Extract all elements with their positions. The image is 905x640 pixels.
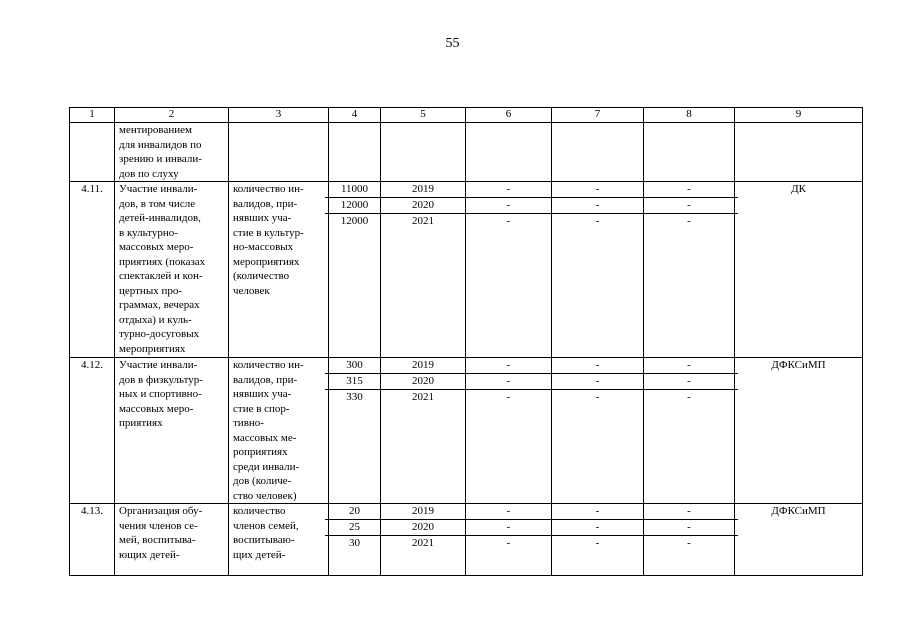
value-cell-c5 — [381, 182, 466, 358]
indicator-cell — [229, 358, 329, 504]
executor-cell — [735, 123, 863, 182]
table-row — [70, 123, 863, 182]
sub-value: - — [640, 358, 738, 374]
value-cell-c7 — [552, 504, 644, 576]
sub-value: - — [687, 215, 691, 227]
sub-value: 2021 — [412, 391, 434, 403]
sub-value: - — [462, 182, 555, 198]
indicator-cell-text: количество ин- валидов, при- нявших уча- стие в культур- но-массовых мероприятиях (количество человек — [233, 183, 304, 297]
sub-value: 2021 — [412, 537, 434, 549]
sub-value: - — [548, 520, 647, 536]
sub-value: 2019 — [377, 504, 469, 520]
header-cell: 8 — [644, 108, 735, 123]
header-cell: 9 — [735, 108, 863, 123]
table-row — [70, 182, 863, 358]
header-cell: 6 — [466, 108, 552, 123]
sub-value: - — [462, 520, 555, 536]
sub-value: 2020 — [377, 520, 469, 536]
value-cell-c6 — [466, 123, 552, 182]
value-cell-c5 — [381, 504, 466, 576]
value-cell-c5 — [381, 358, 466, 504]
sub-value: 11000 — [325, 182, 384, 198]
table-row — [70, 504, 863, 576]
item-number-cell-text: 4.13. — [81, 505, 103, 517]
measure-name-cell — [115, 504, 229, 576]
value-cell-c6 — [466, 358, 552, 504]
measure-name-cell-text: Участие инвали- дов, в том числе детей-инвалидов, в культурно- массовых меро- приятиях (показах спектаклей и кон- цертных про- граммах, вечерах отдыха) и куль- турно-досуговых мероприятиях — [119, 183, 206, 355]
header-cell: 7 — [552, 108, 644, 123]
indicator-cell — [229, 123, 329, 182]
sub-value: - — [506, 391, 511, 403]
sub-value: - — [462, 374, 555, 390]
sub-value: - — [595, 391, 600, 403]
measure-name-cell-text: Участие инвали- дов в физкультур- ных и спортивно- массовых меро- приятиях — [119, 359, 203, 429]
executor-cell — [735, 358, 863, 504]
sub-value: 2020 — [377, 198, 469, 214]
value-cell-c8 — [644, 358, 735, 504]
value-cell-c8 — [644, 182, 735, 358]
table-body — [70, 123, 863, 576]
executor-cell-text: ДФКСиМП — [771, 505, 826, 517]
sub-value: - — [640, 182, 738, 198]
value-cell-c4 — [329, 358, 381, 504]
value-cell-c8 — [644, 123, 735, 182]
measure-name-cell — [115, 123, 229, 182]
item-number-cell — [70, 123, 115, 182]
value-cell-c4 — [329, 123, 381, 182]
sub-value: - — [548, 198, 647, 214]
sub-value: 20 — [325, 504, 384, 520]
measure-name-cell — [115, 182, 229, 358]
header-cell: 1 — [70, 108, 115, 123]
header-cell: 3 — [229, 108, 329, 123]
sub-value: 2021 — [412, 215, 434, 227]
table-header-row — [70, 108, 863, 123]
table-row — [70, 358, 863, 504]
header-cell: 2 — [115, 108, 229, 123]
sub-value: - — [640, 198, 738, 214]
value-cell-c7 — [552, 182, 644, 358]
item-number-cell — [70, 182, 115, 358]
value-cell-c6 — [466, 504, 552, 576]
sub-value: 12000 — [340, 215, 369, 227]
measure-name-cell-text: Организация обу- чения членов се- мей, воспитыва- ющих детей- — [119, 505, 203, 561]
item-number-cell-text: 4.11. — [81, 183, 103, 195]
value-cell-c7 — [552, 123, 644, 182]
item-number-cell — [70, 358, 115, 504]
sub-value: - — [595, 215, 600, 227]
value-cell-c6 — [466, 182, 552, 358]
sub-value: 300 — [325, 358, 384, 374]
sub-value: - — [687, 391, 691, 403]
program-table — [69, 107, 863, 576]
measure-name-cell-text: ментированием для инвалидов по зрению и инвали- дов по слуху — [119, 124, 202, 180]
sub-value: - — [548, 182, 647, 198]
sub-value: - — [548, 504, 647, 520]
sub-value: - — [506, 537, 511, 549]
value-cell-c7 — [552, 358, 644, 504]
value-cell-c8 — [644, 504, 735, 576]
value-cell-c4 — [329, 182, 381, 358]
sub-value: - — [595, 537, 600, 549]
item-number-cell — [70, 504, 115, 576]
sub-value: 12000 — [325, 198, 384, 214]
sub-value: - — [462, 358, 555, 374]
header-cell: 4 — [329, 108, 381, 123]
executor-cell-text: ДК — [791, 183, 806, 195]
sub-value: - — [462, 198, 555, 214]
value-cell-c5 — [381, 123, 466, 182]
sub-value: - — [548, 358, 647, 374]
executor-cell — [735, 504, 863, 576]
value-cell-c4 — [329, 504, 381, 576]
item-number-cell-text: 4.12. — [81, 359, 103, 371]
sub-value: - — [687, 537, 691, 549]
header-cell: 5 — [381, 108, 466, 123]
indicator-cell — [229, 182, 329, 358]
sub-value: 25 — [325, 520, 384, 536]
sub-value: 2019 — [377, 358, 469, 374]
executor-cell — [735, 182, 863, 358]
sub-value: - — [640, 504, 738, 520]
sub-value: - — [506, 215, 511, 227]
measure-name-cell — [115, 358, 229, 504]
sub-value: 2019 — [377, 182, 469, 198]
page-number: 55 — [445, 36, 460, 51]
sub-value: 30 — [349, 537, 360, 549]
executor-cell-text: ДФКСиМП — [771, 359, 826, 371]
sub-value: - — [462, 504, 555, 520]
indicator-cell — [229, 504, 329, 576]
indicator-cell-text: количество ин- валидов, при- нявших уча- стие в спор- тивно- массовых ме- роприятиях среди инвали- дов (количе- ство человек) — [233, 359, 304, 502]
sub-value: 330 — [346, 391, 363, 403]
indicator-cell-text: количество членов семей, воспитываю- щих детей- — [233, 505, 299, 561]
sub-value: 315 — [325, 374, 384, 390]
sub-value: 2020 — [377, 374, 469, 390]
sub-value: - — [640, 374, 738, 390]
sub-value: - — [640, 520, 738, 536]
sub-value: - — [548, 374, 647, 390]
